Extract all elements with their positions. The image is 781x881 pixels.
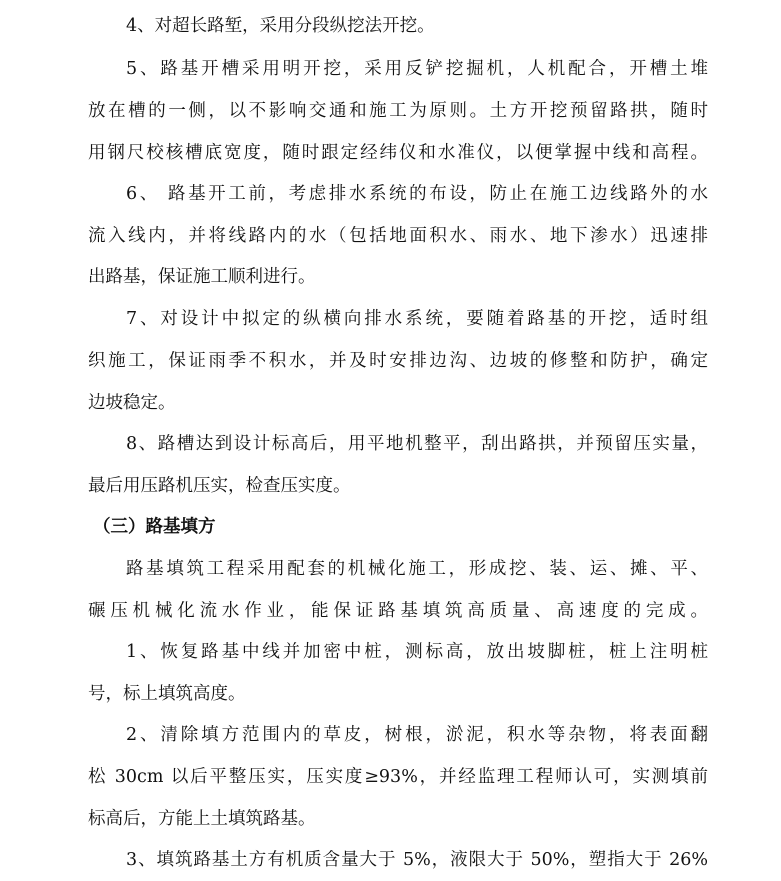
text-line: 2、清除填方范围内的草皮，树根，淤泥，积水等杂物，将表面翻 xyxy=(126,725,708,745)
section-heading: （三）路基填方 xyxy=(93,517,216,537)
text-line: 最后用压路机压实，检查压实度。 xyxy=(88,476,351,496)
text-line: 边坡稳定。 xyxy=(88,393,176,413)
text-line: 1、恢复路基中线并加密中桩，测标高，放出坡脚桩，桩上注明桩 xyxy=(126,642,708,662)
text-line: 流入线内，并将线路内的水（包括地面积水、雨水、地下渗水）迅速排 xyxy=(88,226,708,246)
text-line: 6、 路基开工前，考虑排水系统的布设，防止在施工边线路外的水 xyxy=(126,184,708,204)
text-line: 碾压机械化流水作业，能保证路基填筑高质量、高速度的完成。 xyxy=(88,601,708,621)
text-line: 标高后，方能上土填筑路基。 xyxy=(88,809,316,829)
text-line: 路基填筑工程采用配套的机械化施工，形成挖、装、运、摊、平、 xyxy=(126,559,708,579)
text-line: 号，标上填筑高度。 xyxy=(88,684,246,704)
text-line: 松 30cm 以后平整压实，压实度≥93%，并经监理工程师认可，实测填前 xyxy=(88,767,708,787)
text-line: 用钢尺校核槽底宽度，随时跟定经纬仪和水准仪，以便掌握中线和高程。 xyxy=(88,143,708,163)
text-line: 织施工，保证雨季不积水，并及时安排边沟、边坡的修整和防护，确定 xyxy=(88,351,708,371)
text-line: 8、路槽达到设计标高后，用平地机整平，刮出路拱，并预留压实量， xyxy=(126,434,708,454)
text-line: 5、路基开槽采用明开挖，采用反铲挖掘机，人机配合，开槽土堆 xyxy=(126,59,708,79)
text-line: 7、对设计中拟定的纵横向排水系统，要随着路基的开挖，适时组 xyxy=(126,309,708,329)
text-line: 4、对超长路堑，采用分段纵挖法开挖。 xyxy=(126,16,435,36)
text-line: 3、填筑路基土方有机质含量大于 5%，液限大于 50%，塑指大于 26% xyxy=(126,850,708,870)
text-line: 出路基，保证施工顺利进行。 xyxy=(88,267,316,287)
text-line: 放在槽的一侧，以不影响交通和施工为原则。土方开挖预留路拱，随时 xyxy=(88,101,708,121)
